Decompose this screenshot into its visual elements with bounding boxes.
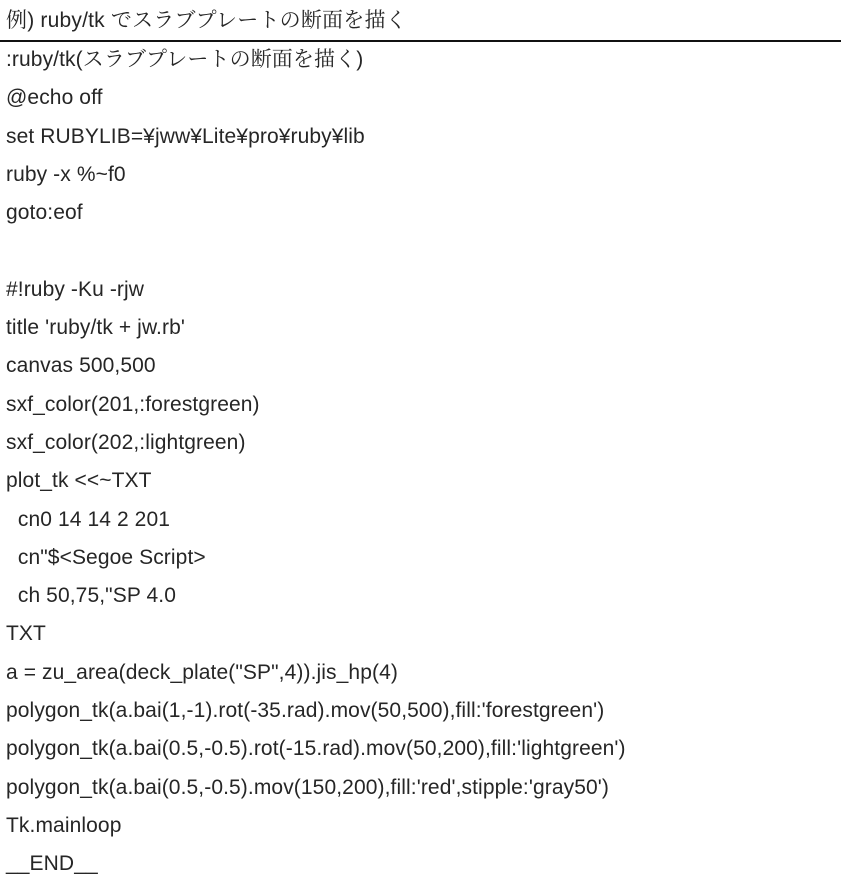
code-listing xyxy=(6,41,626,884)
code-line-18: polygon_tk(a.bai(1,-1).rot(-35.rad).mov(50,500),fill:'forestgreen') xyxy=(6,699,605,723)
code-line-21: Tk.mainloop xyxy=(6,813,122,837)
code-line-10: sxf_color(201,:forestgreen) xyxy=(6,392,260,416)
code-line-2: @echo off xyxy=(6,86,103,110)
code-line-19: polygon_tk(a.bai(0.5,-0.5).rot(-15.rad).mov(50,200),fill:'lightgreen') xyxy=(6,737,626,761)
code-line-16: TXT xyxy=(6,622,46,646)
code-line-3: set RUBYLIB=¥jww¥Lite¥pro¥ruby¥lib xyxy=(6,124,365,148)
code-line-4: ruby -x %~f0 xyxy=(6,162,126,186)
code-line-1: :ruby/tk(スラブプレートの断面を描く) xyxy=(6,48,364,71)
example-heading: 例) ruby/tk でスラブプレートの断面を描く xyxy=(6,9,407,32)
code-line-15: ch 50,75,"SP 4.0 xyxy=(6,584,176,608)
code-line-22: __END__ xyxy=(6,852,98,876)
code-line-5: goto:eof xyxy=(6,201,83,225)
code-line-14: cn"$<Segoe Script> xyxy=(6,545,206,569)
code-line-11: sxf_color(202,:lightgreen) xyxy=(6,430,246,454)
code-line-12: plot_tk <<~TXT xyxy=(6,469,152,493)
code-line-20: polygon_tk(a.bai(0.5,-0.5).mov(150,200),fill:'red',stipple:'gray50') xyxy=(6,775,609,799)
code-line-blank xyxy=(6,232,626,270)
code-line-13: cn0 14 14 2 201 xyxy=(6,507,170,531)
code-line-8: title 'ruby/tk + jw.rb' xyxy=(6,316,185,340)
code-line-7: #!ruby -Ku -rjw xyxy=(6,277,145,301)
code-line-9: canvas 500,500 xyxy=(6,354,156,378)
code-line-17: a = zu_area(deck_plate("SP",4)).jis_hp(4) xyxy=(6,660,398,684)
